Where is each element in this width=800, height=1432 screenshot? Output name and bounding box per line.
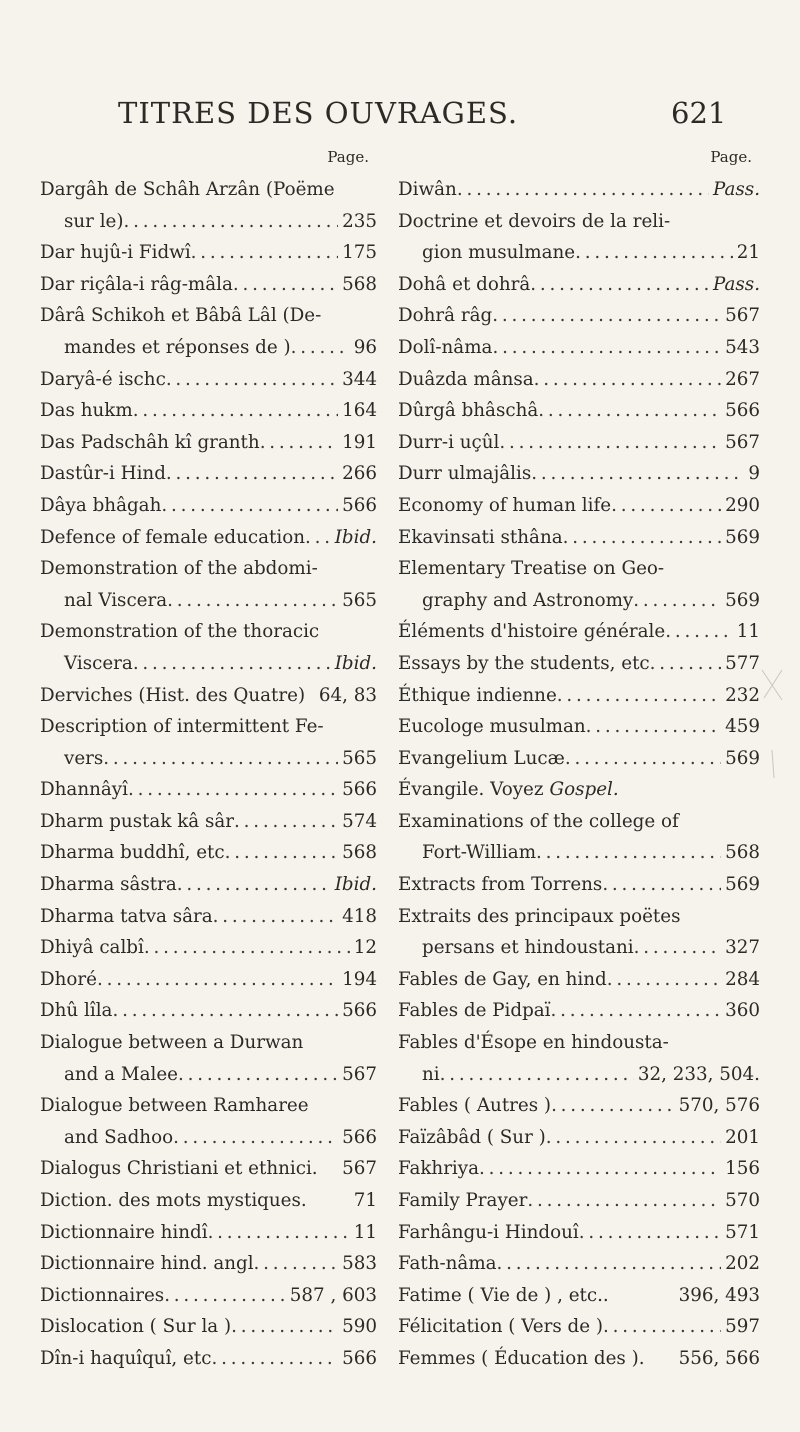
entry-page-ref: Ibid. (334, 874, 377, 896)
entry-title: Dîn-i haquîquî, etc (40, 1347, 212, 1369)
leader-dots (607, 964, 721, 996)
leader-dots (254, 1248, 339, 1280)
index-entry (40, 1280, 377, 1312)
index-entry (40, 774, 377, 806)
entry-page-ref: 566 (342, 1000, 377, 1022)
leader-dots (173, 1122, 338, 1154)
entry-page-ref: 565 (342, 747, 377, 769)
leader-dots (563, 522, 721, 554)
entry-title: nal Viscera (64, 589, 168, 611)
leader-dots (133, 648, 331, 680)
entry-page-ref: 597 (725, 1316, 760, 1338)
entry-title: Das hukm (40, 400, 133, 422)
entry-title: Viscera (64, 652, 133, 674)
leader-dots (103, 743, 338, 775)
index-entry (398, 364, 760, 396)
entry-page-ref: 543 (725, 336, 760, 358)
margin-pencil-marks (752, 660, 800, 780)
entry-title: ni (422, 1063, 440, 1085)
index-entry (398, 869, 760, 901)
entry-title: Defence of female education (40, 526, 305, 548)
index-entry (398, 680, 760, 712)
leader-dots (133, 395, 338, 427)
index-entry (398, 395, 760, 427)
column-page-label: Page. (327, 148, 369, 166)
entry-title: Demonstration of the thoracic (40, 621, 320, 643)
entry-title: Durr-i uçûl (398, 431, 500, 453)
index-entry (40, 901, 377, 933)
index-entry (398, 711, 760, 743)
entry-title: mandes et réponses de ) (64, 336, 291, 358)
entry-title: Economy of human life (398, 494, 612, 516)
entry-page-ref: 194 (342, 968, 377, 990)
entry-title: Examinations of the college of (398, 810, 679, 832)
index-entry (40, 616, 377, 648)
entry-title: Dohrâ râg (398, 305, 493, 327)
index-entry (40, 932, 377, 964)
index-entry (40, 869, 377, 901)
entry-title: persans et hindoustani (422, 937, 634, 959)
leader-dots (260, 427, 338, 459)
leader-dots (213, 901, 338, 933)
leader-dots (551, 1090, 675, 1122)
entry-page-ref: 570 (725, 1190, 760, 1211)
leader-dots (128, 774, 338, 806)
index-entry (40, 553, 377, 585)
entry-title: Daryâ-é ischc (40, 368, 166, 390)
leader-dots (144, 932, 350, 964)
column-page-label: Page. (710, 148, 752, 166)
entry-title: Dhû lîla (40, 1000, 113, 1022)
index-entry (398, 553, 760, 585)
leader-dots (492, 300, 721, 332)
entry-page-ref: 569 (725, 589, 760, 611)
entry-page-ref: 156 (725, 1158, 760, 1180)
index-entry (398, 300, 760, 332)
index-entry (398, 806, 760, 838)
leader-dots (166, 364, 338, 396)
entry-title: Éléments d'histoire générale (398, 621, 666, 643)
index-entry (40, 743, 377, 775)
index-entry (398, 1185, 760, 1217)
index-entry (398, 206, 760, 238)
index-entry (40, 1185, 377, 1217)
entry-title: Doctrine et devoirs de la reli- (398, 210, 671, 232)
entry-title: Dûrgâ bhâschâ (398, 400, 539, 422)
entry-page-ref: 96 (353, 336, 377, 358)
index-entry (40, 395, 377, 427)
entry-title: Fatime ( Vie de ) , etc.. (398, 1284, 609, 1306)
index-entry (398, 932, 760, 964)
entry-page-ref: 344 (342, 368, 377, 390)
entry-page-ref: 164 (342, 400, 377, 422)
entry-page-ref: 590 (342, 1316, 377, 1338)
entry-title: Faïzâbâd ( Sur ) (398, 1126, 546, 1148)
entry-page-ref: 567 (342, 1158, 377, 1180)
entry-page-ref: Pass. (713, 179, 760, 200)
entry-title: Fables de Pidpaï (398, 1000, 551, 1022)
entry-title: Dharma tatva sâra (40, 905, 213, 927)
index-entry (398, 1027, 760, 1059)
entry-page-ref: 266 (342, 463, 377, 485)
entry-title: Dictionnaire hind. angl (40, 1253, 254, 1275)
entry-title: Dharma sâstra (40, 874, 177, 896)
entry-page-ref: 583 (342, 1253, 377, 1275)
entry-title: Extracts from Torrens (398, 874, 603, 896)
index-entry (40, 458, 377, 490)
left-entry-list (40, 174, 377, 1375)
entry-title: Extraits des principaux poëtes (398, 905, 681, 927)
entry-page-ref: 201 (725, 1126, 760, 1148)
index-entry (398, 995, 760, 1027)
index-entry (398, 1311, 760, 1343)
entry-title: Fath-nâma (398, 1253, 497, 1275)
leader-dots (499, 427, 721, 459)
index-entry (40, 1090, 377, 1122)
entry-page-ref: Ibid. (334, 526, 377, 548)
leader-dots (177, 869, 331, 901)
index-entry (40, 1311, 377, 1343)
entry-page-ref: 21 (736, 242, 760, 264)
leader-dots (479, 1153, 721, 1185)
entry-page-ref: 9 (748, 463, 760, 485)
entry-page-ref: 11 (736, 621, 760, 643)
leader-dots (536, 837, 721, 869)
entry-page-ref: 574 (342, 810, 377, 832)
index-entry (40, 1248, 377, 1280)
leader-dots (161, 490, 338, 522)
index-entry (398, 174, 760, 206)
entry-page-ref: 32, 233, 504. (637, 1063, 760, 1085)
entry-title: Femmes ( Éducation des ). (398, 1347, 645, 1369)
entry-title: sur le) (64, 210, 124, 232)
leader-dots (633, 585, 721, 617)
leader-dots (440, 1059, 634, 1091)
leader-dots (611, 490, 721, 522)
entry-page-ref: 232 (725, 684, 760, 706)
index-entry (40, 522, 377, 554)
entry-title: vers (64, 747, 104, 769)
entry-title: Fables ( Autres ) (398, 1095, 552, 1117)
index-entry (398, 616, 760, 648)
entry-page-ref: Ibid. (334, 652, 377, 674)
entry-page-ref: 327 (725, 937, 760, 959)
index-entry (40, 1122, 377, 1154)
leader-dots (112, 995, 338, 1027)
leader-dots (603, 1311, 721, 1343)
entry-page-ref: 566 (342, 1126, 377, 1148)
index-entry (398, 1122, 760, 1154)
index-entry (398, 1059, 760, 1091)
index-entry (40, 585, 377, 617)
index-entry (40, 364, 377, 396)
page-number: 621 (671, 96, 727, 130)
index-entry (398, 427, 760, 459)
index-entry (40, 648, 377, 680)
entry-page-ref: 284 (725, 968, 760, 990)
entry-page-ref: 566 (342, 779, 377, 801)
leader-dots (557, 680, 721, 712)
left-column (40, 148, 377, 1375)
index-entry (398, 837, 760, 869)
index-entry (398, 964, 760, 996)
leader-dots (291, 332, 350, 364)
entry-page-ref: 569 (725, 874, 760, 896)
index-entry (398, 1153, 760, 1185)
entry-title: Fakhriya (398, 1158, 480, 1180)
entry-title: and a Malee (64, 1063, 178, 1085)
leader-dots (546, 1122, 721, 1154)
entry-title: Duâzda mânsa (398, 368, 534, 390)
index-entry (40, 711, 377, 743)
entry-title: Dargâh de Schâh Arzân (Poëme (40, 179, 335, 200)
entry-title: Dâya bhâgah (40, 494, 162, 516)
entry-title: Dohâ et dohrâ (398, 273, 531, 295)
index-entry (40, 332, 377, 364)
entry-title: Dharma buddhî, etc (40, 842, 225, 864)
leader-dots (208, 1217, 350, 1249)
leader-dots (191, 237, 338, 269)
entry-page-ref: 571 (725, 1221, 760, 1243)
leader-dots (565, 743, 721, 775)
index-entry (398, 269, 760, 301)
entry-title: Description of intermittent Fe- (40, 716, 324, 738)
entry-title: Evangelium Lucæ (398, 747, 565, 769)
index-entry (40, 837, 377, 869)
index-entry (40, 1217, 377, 1249)
entry-page-ref: 569 (725, 747, 760, 769)
entry-page-ref: 71 (353, 1190, 377, 1211)
leader-dots (166, 458, 338, 490)
entry-title: Dictionnaires (40, 1284, 165, 1306)
leader-dots (124, 206, 339, 238)
entry-page-ref: 360 (725, 1000, 760, 1022)
entry-title: Derviches (Hist. des Quatre) (40, 684, 306, 706)
entry-page-ref: 267 (725, 368, 760, 390)
leader-dots (234, 806, 338, 838)
leader-dots (586, 711, 721, 743)
leader-dots (534, 364, 721, 396)
leader-dots (164, 1280, 286, 1312)
entry-page-ref: 570, 576 (678, 1095, 760, 1117)
entry-page-ref: 568 (725, 842, 760, 864)
index-entry (40, 964, 377, 996)
entry-title: Dolî-nâma (398, 336, 493, 358)
entry-page-ref: 459 (725, 716, 760, 738)
index-entry (40, 1343, 377, 1375)
entry-page-ref: 568 (342, 273, 377, 295)
index-entry (398, 901, 760, 933)
entry-page-ref: 587 , 603 (289, 1284, 377, 1306)
index-entry (398, 743, 760, 775)
index-entry (40, 206, 377, 238)
index-entry (40, 1153, 377, 1185)
entry-page-ref: 566 (725, 400, 760, 422)
entry-page-ref: 12 (353, 937, 377, 959)
index-entry (40, 1059, 377, 1091)
entry-page-ref: 569 (725, 526, 760, 548)
entry-title: Family Prayer (398, 1190, 528, 1211)
entry-title: Farhângu-i Hindouî (398, 1221, 579, 1243)
entry-page-ref: 577 (725, 652, 760, 674)
leader-dots (579, 1217, 721, 1249)
entry-title: Demonstration of the abdomi- (40, 558, 318, 580)
index-entry (398, 1090, 760, 1122)
right-entry-list (398, 174, 760, 1375)
running-title: TITRES DES OUVRAGES. (118, 96, 519, 130)
index-entry (398, 1217, 760, 1249)
index-entry (40, 806, 377, 838)
entry-title: Dharm pustak kâ sâr (40, 810, 235, 832)
entry-title: Dialogue between a Durwan (40, 1032, 304, 1054)
index-entry (398, 237, 760, 269)
entry-page-ref: 568 (342, 842, 377, 864)
leader-dots (497, 1248, 722, 1280)
entry-title: Dârâ Schikoh et Bâbâ Lâl (De- (40, 305, 322, 327)
right-column (398, 148, 760, 1375)
entry-page-ref: 565 (342, 589, 377, 611)
entry-title: Fables d'Ésope en hindousta- (398, 1032, 669, 1054)
entry-title: Fort-William (422, 842, 537, 864)
entry-page-ref: 566 (342, 1347, 377, 1369)
entry-title: Das Padschâh kî granth (40, 431, 260, 453)
leader-dots (305, 522, 331, 554)
entry-page-ref: 235 (342, 210, 377, 232)
entry-title: Diwân (398, 179, 457, 200)
index-entry (398, 774, 760, 806)
entry-page-ref: 175 (342, 242, 377, 264)
leader-dots (530, 269, 709, 301)
entry-page-ref: 396, 493 (678, 1284, 760, 1306)
leader-dots (527, 1185, 721, 1217)
leader-dots (97, 964, 338, 996)
entry-page-ref: 566 (342, 494, 377, 516)
entry-title: Ekavinsati sthâna (398, 526, 563, 548)
index-entry (40, 300, 377, 332)
entry-title: Eucologe musulman (398, 716, 586, 738)
entry-page-ref: 567 (725, 305, 760, 327)
entry-page-ref: 418 (342, 905, 377, 927)
entry-page-ref: 202 (725, 1253, 760, 1275)
leader-dots (650, 648, 721, 680)
entry-title: Dar hujû-i Fidwî (40, 242, 191, 264)
entry-title: Dhannâyî (40, 779, 128, 801)
index-entry (40, 1027, 377, 1059)
leader-dots (538, 395, 721, 427)
leader-dots (531, 458, 744, 490)
entry-page-ref: 191 (342, 431, 377, 453)
index-entry (40, 174, 377, 206)
leader-dots (665, 616, 733, 648)
index-entry (398, 585, 760, 617)
leader-dots (551, 995, 722, 1027)
index-entry (398, 1280, 760, 1312)
leader-dots (634, 932, 721, 964)
entry-title: Dialogus Christiani et ethnici. (40, 1158, 318, 1180)
index-entry (40, 680, 377, 712)
page-header (0, 96, 800, 136)
index-entry (40, 427, 377, 459)
entry-title: Évangile. Voyez (398, 779, 544, 801)
entry-title: Dialogue between Ramharee (40, 1095, 309, 1117)
entry-title: Éthique indienne (398, 684, 557, 706)
leader-dots (231, 1311, 338, 1343)
leader-dots (225, 837, 338, 869)
entry-title: graphy and Astronomy (422, 589, 634, 611)
entry-title: Durr ulmajâlis (398, 463, 532, 485)
entry-title: Félicitation ( Vers de ) (398, 1316, 603, 1338)
entry-title: Diction. des mots mystiques. (40, 1190, 307, 1211)
leader-dots (602, 869, 721, 901)
index-entry (398, 522, 760, 554)
leader-dots (167, 585, 338, 617)
entry-page-ref: 290 (725, 494, 760, 516)
entry-title: Dastûr-i Hind (40, 463, 166, 485)
entry-title: and Sadhoo (64, 1126, 174, 1148)
entry-page-ref: 556, 566 (678, 1347, 760, 1369)
index-entry (398, 458, 760, 490)
entry-title: Dislocation ( Sur la ) (40, 1316, 232, 1338)
entry-page-ref: 64, 83 (318, 684, 377, 706)
entry-page-ref: Pass. (713, 273, 760, 295)
entry-title: Elementary Treatise on Geo- (398, 558, 665, 580)
index-entry (40, 269, 377, 301)
index-entry (398, 648, 760, 680)
index-entry (398, 332, 760, 364)
entry-title: Dhoré (40, 968, 97, 990)
entry-title: Dictionnaire hindî (40, 1221, 208, 1243)
entry-title: Essays by the students, etc (398, 652, 650, 674)
index-entry (398, 1343, 760, 1375)
leader-dots (492, 332, 721, 364)
index-entry (40, 237, 377, 269)
entry-title-italic: Gospel. (549, 779, 619, 801)
entry-title: Fables de Gay, en hind (398, 968, 607, 990)
leader-dots (575, 237, 733, 269)
leader-dots (233, 269, 338, 301)
entry-page-ref: 567 (725, 431, 760, 453)
index-entry (398, 1248, 760, 1280)
leader-dots (178, 1059, 338, 1091)
entry-title: Dar riçâla-i râg-mâla (40, 273, 233, 295)
index-entry (40, 490, 377, 522)
index-entry (40, 995, 377, 1027)
leader-dots (211, 1343, 338, 1375)
entry-page-ref: 11 (353, 1221, 377, 1243)
index-entry (398, 490, 760, 522)
entry-title: Dhiyâ calbî (40, 937, 144, 959)
leader-dots (457, 174, 709, 206)
entry-page-ref: 567 (342, 1063, 377, 1085)
entry-title: gion musulmane (422, 242, 576, 264)
